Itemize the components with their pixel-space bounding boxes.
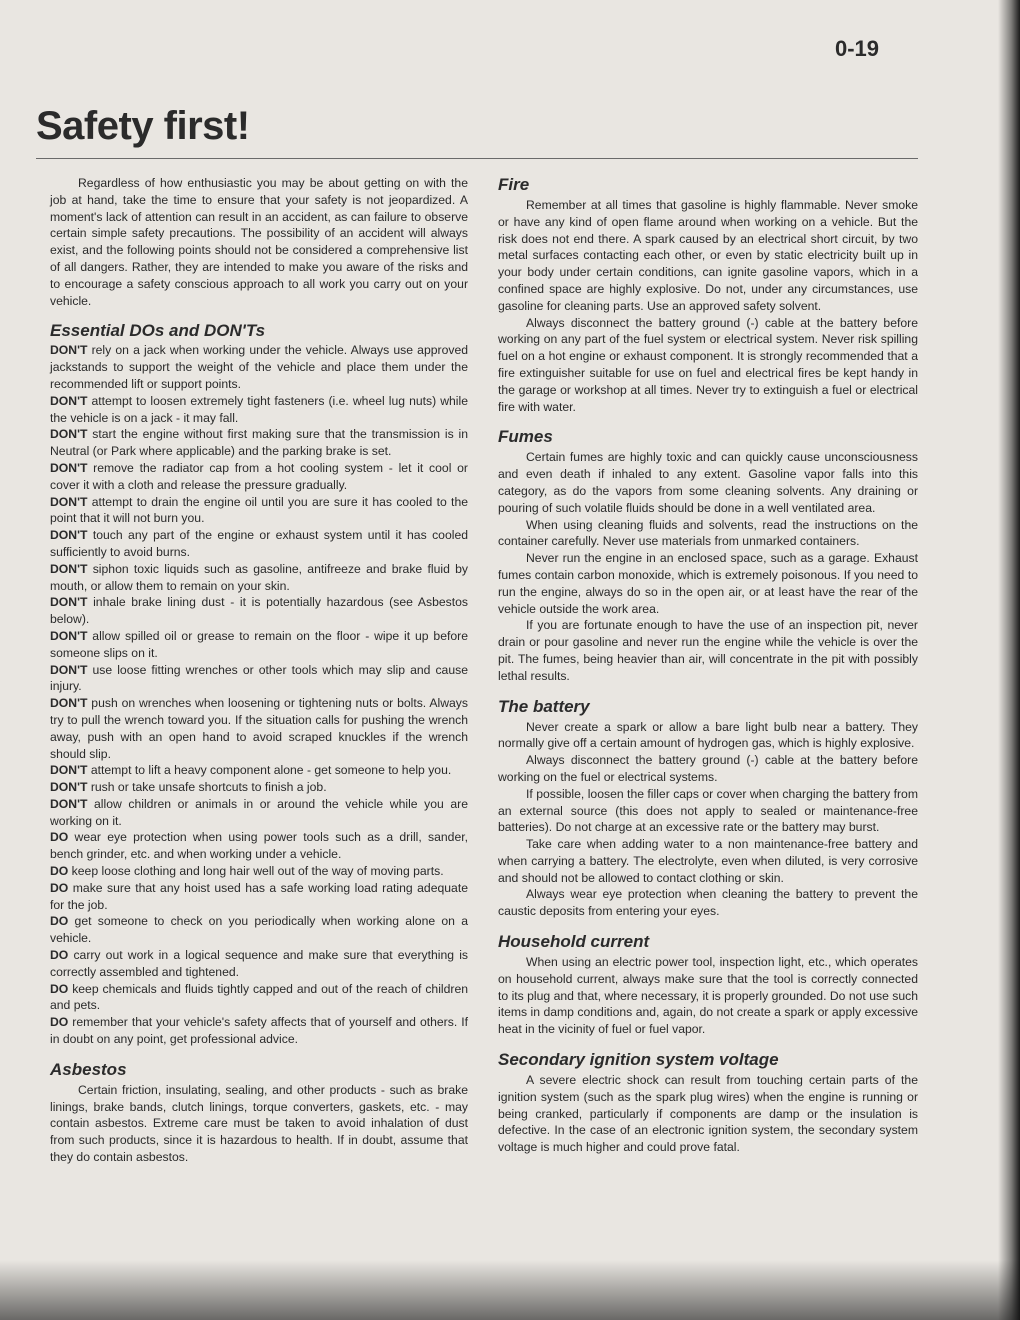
household-current-heading: Household current: [498, 932, 650, 952]
asbestos-heading: Asbestos: [50, 1059, 127, 1079]
item-text: remove the radiator cap from a hot cooling system - let it cool or cover it with a cloth and release the pressure gradually.: [50, 460, 468, 492]
list-item: [50, 779, 468, 796]
fumes-paragraph: When using cleaning fluids and solvents, read the instructions on the container carefully. Never use materials from unmarked containers.: [498, 517, 918, 549]
item-text: keep chemicals and fluids tightly capped and out of the reach of children and pets.: [50, 981, 468, 1013]
battery-paragraph: Always wear eye protection when cleaning the battery to prevent the caustic deposits from entering your eyes.: [498, 887, 918, 919]
item-text: carry out work in a logical sequence and make sure that everything is correctly assembled and tightened.: [50, 948, 468, 979]
battery-heading: The battery: [498, 696, 590, 716]
list-item: [50, 762, 468, 779]
list-item: [50, 594, 468, 628]
list-item: [50, 561, 468, 595]
fumes-paragraph: Never run the engine in an enclosed space, such as a garage. Exhaust fumes contain carbon monoxide, which is extremely poisonous. If you need to run the engine, always do so in the open air, or at least have the rear of the vehicle outside the work area.: [498, 551, 918, 616]
ignition-voltage-paragraph: A severe electric shock can result from touching certain parts of the ignition system (such as the spark plug wires) when the engine is running or being cranked, particularly if components are damp or the insulation is defective. In the case of an electronic ignition system, the secondary system voltage is much higher and could prove fatal.: [498, 1073, 918, 1155]
list-item: [50, 1014, 468, 1048]
item-text: inhale brake lining dust - it is potentially hazardous (see Asbestos below).: [50, 595, 468, 627]
fire-paragraph: Remember at all times that gasoline is highly flammable. Never smoke or have any kind of open flame around when working on a vehicle. But the risk does not end there. A spark caused by an electrical short circuit, by two metal surfaces contacting each other, or even by static electricity built up in your body under certain conditions, can ignite gasoline vapors, which in a confined space are highly explosive. Do not, under any circumstances, use gasoline for cleaning parts. Use an approved safety solvent.: [498, 198, 918, 313]
item-keyword: DON'T: [50, 561, 88, 576]
list-item: [50, 880, 468, 914]
battery-paragraph: Always disconnect the battery ground (-) cable at the battery before working on the fuel or electrical systems.: [498, 753, 918, 784]
binding-shadow: [998, 0, 1020, 1320]
list-item: [50, 863, 468, 880]
list-item: [50, 527, 468, 561]
item-text: start the engine without first making sure that the transmission is in Neutral (or Park where applicable) and the parking brake is set.: [50, 427, 468, 459]
list-item: [50, 695, 468, 762]
item-keyword: DO: [50, 1015, 69, 1030]
list-item: [50, 342, 468, 392]
fire-paragraph: Always disconnect the battery ground (-) cable at the battery before working on any part of the fuel system or electrical system. Never risk spilling fuel on a hot engine or exhaust component. It is strongly recommended that a fire extinguisher suitable for use on fuel and electrical fires be kept handy in the garage or workshop at all times. Never try to extinguish a fuel or electrical fire with water.: [498, 315, 918, 414]
list-item: [50, 494, 468, 528]
item-text: remember that your vehicle's safety affects that of yourself and others. If in doubt on any point, get professional advice.: [50, 1015, 468, 1047]
list-item: [50, 393, 468, 427]
item-keyword: DON'T: [50, 662, 88, 677]
ignition-voltage-section: [498, 1050, 918, 1156]
fire-heading: Fire: [498, 175, 530, 194]
dos-donts-heading: Essential DOs and DON'Ts: [50, 321, 266, 341]
fumes-heading: Fumes: [498, 427, 553, 447]
item-keyword: DON'T: [50, 343, 88, 358]
item-text: siphon toxic liquids such as gasoline, antifreeze and brake fluid by mouth, or allow them to remain on your skin.: [50, 561, 468, 593]
item-text: allow spilled oil or grease to remain on the floor - wipe it up before someone slips on it.: [50, 628, 468, 660]
list-item: [50, 829, 468, 863]
item-keyword: DON'T: [50, 528, 88, 543]
item-keyword: DO: [50, 981, 69, 996]
asbestos-section: [50, 1060, 468, 1166]
list-item: [50, 662, 468, 696]
household-current-paragraph: When using an electric power tool, inspection light, etc., which operates on household current, always make sure that the tool is correctly connected to its plug and that, where necessary, it is properly grounded. Do not use such items in damp conditions and, again, do not create a spark or apply excessive heat in the vicinity of fuel or fuel vapor.: [498, 955, 918, 1037]
item-text: keep loose clothing and long hair well out of the way of moving parts.: [68, 864, 444, 879]
page-title: Safety first!: [36, 104, 250, 148]
list-item: [50, 796, 468, 830]
item-text: get someone to check on you periodically when working alone on a vehicle.: [50, 914, 468, 946]
battery-paragraph: Take care when adding water to a non maintenance-free battery and when carrying a battery. The electrolyte, even when diluted, is very corrosive and should not be allowed to contact clothing or skin.: [498, 837, 918, 885]
item-text: allow children or animals in or around the vehicle while you are working on it.: [50, 796, 468, 828]
intro-paragraph: Regardless of how enthusiastic you may be about getting on with the job at hand, take the time to ensure that your safety is not jeopardized. A moment's lack of attention can result in an accident, as can failure to observe certain simple safety precautions. The possibility of an accident will always exist, and the following points should not be considered a comprehensive list of all dangers. Rather, they are intended to make you aware of the risks and to encourage a safety conscious approach to all work you carry out on your vehicle.: [50, 176, 468, 308]
item-keyword: DO: [50, 914, 69, 929]
fumes-paragraph: Certain fumes are highly toxic and can quickly cause unconsciousness and even death if inhaled to any extent. Gasoline vapor falls into this category, as do the vapors from some cleaning solvents. Any draining or pouring of such volatile fluids should be done in a well ventilated area.: [498, 450, 918, 515]
item-keyword: DO: [50, 864, 69, 879]
item-text: wear eye protection when using power tools such as a drill, sander, bench grinder, etc. and when working under a vehicle.: [50, 830, 468, 862]
list-item: [50, 426, 468, 460]
item-keyword: DON'T: [50, 427, 88, 442]
item-text: attempt to lift a heavy component alone - get someone to help you.: [87, 763, 452, 778]
item-keyword: DON'T: [50, 460, 88, 475]
page-number: 0-19: [835, 36, 880, 61]
battery-paragraph: If possible, loosen the filler caps or cover when charging the battery from an external source (this does not apply to sealed or maintenance-free batteries). Do not charge at an excessive rate or the battery may burst.: [498, 786, 918, 835]
item-keyword: DON'T: [50, 780, 88, 795]
item-text: attempt to drain the engine oil until you are sure it has cooled to the point that it will not burn you.: [50, 494, 468, 526]
item-keyword: DON'T: [50, 494, 88, 509]
fumes-paragraph: If you are fortunate enough to have the use of an inspection pit, never drain or pour gasoline and never run the engine while the vehicle is over the pit. The fumes, being heavier than air, will concentrate in the pit with possibly lethal results.: [498, 618, 918, 683]
bottom-edge-shadow: [0, 1260, 1020, 1320]
title-divider: [36, 158, 918, 159]
item-text: use loose fitting wrenches or other tools which may slip and cause injury.: [50, 662, 468, 694]
right-column: [498, 175, 918, 1156]
item-keyword: DON'T: [50, 796, 88, 811]
item-text: rely on a jack when working under the vehicle. Always use approved jackstands to support the weight of the vehicle and place them under the recommended lift or support points.: [50, 343, 468, 391]
item-keyword: DON'T: [50, 393, 88, 408]
item-text: attempt to loosen extremely tight fasteners (i.e. wheel lug nuts) while the vehicle is on a jack - it may fall.: [50, 393, 468, 425]
list-item: [50, 913, 468, 947]
item-keyword: DON'T: [50, 595, 88, 610]
item-keyword: DO: [50, 948, 69, 963]
household-current-section: [498, 932, 918, 1038]
fire-section: [498, 175, 918, 415]
left-column: [50, 175, 468, 1166]
item-text: rush or take unsafe shortcuts to finish a job.: [87, 780, 327, 795]
list-item: [50, 981, 468, 1015]
ignition-voltage-heading: Secondary ignition system voltage: [498, 1050, 779, 1070]
battery-section: [498, 697, 918, 921]
item-text: touch any part of the engine or exhaust system until it has cooled sufficiently to avoid burns.: [50, 528, 468, 559]
fumes-section: [498, 427, 918, 684]
intro-section: [50, 175, 468, 309]
list-item: [50, 947, 468, 981]
item-keyword: DON'T: [50, 628, 88, 643]
item-keyword: DON'T: [50, 696, 88, 711]
battery-paragraph: Never create a spark or allow a bare light bulb near a battery. They normally give off a certain amount of hydrogen gas, which is highly explosive.: [498, 719, 918, 751]
dos-donts-section: [50, 321, 468, 1047]
list-item: [50, 628, 468, 662]
asbestos-paragraph: Certain friction, insulating, sealing, and other products - such as brake linings, brake bands, clutch linings, torque converters, gaskets, etc. - may contain asbestos. Extreme care must be taken to avoid inhalation of dust from such products, since it is hazardous to health. If in doubt, assume that they do contain asbestos.: [50, 1082, 468, 1165]
item-keyword: DO: [50, 880, 69, 895]
item-keyword: DO: [50, 830, 69, 845]
item-text: make sure that any hoist used has a safe working load rating adequate for the job.: [50, 880, 468, 912]
list-item: [50, 460, 468, 494]
item-keyword: DON'T: [50, 763, 88, 778]
dos-donts-list: [50, 342, 468, 1047]
item-text: push on wrenches when loosening or tightening nuts or bolts. Always try to pull the wrench toward you. If the situation calls for pushing the wrench away, push with an open hand to avoid scraped knuckles if the wrench should slip.: [50, 696, 468, 761]
